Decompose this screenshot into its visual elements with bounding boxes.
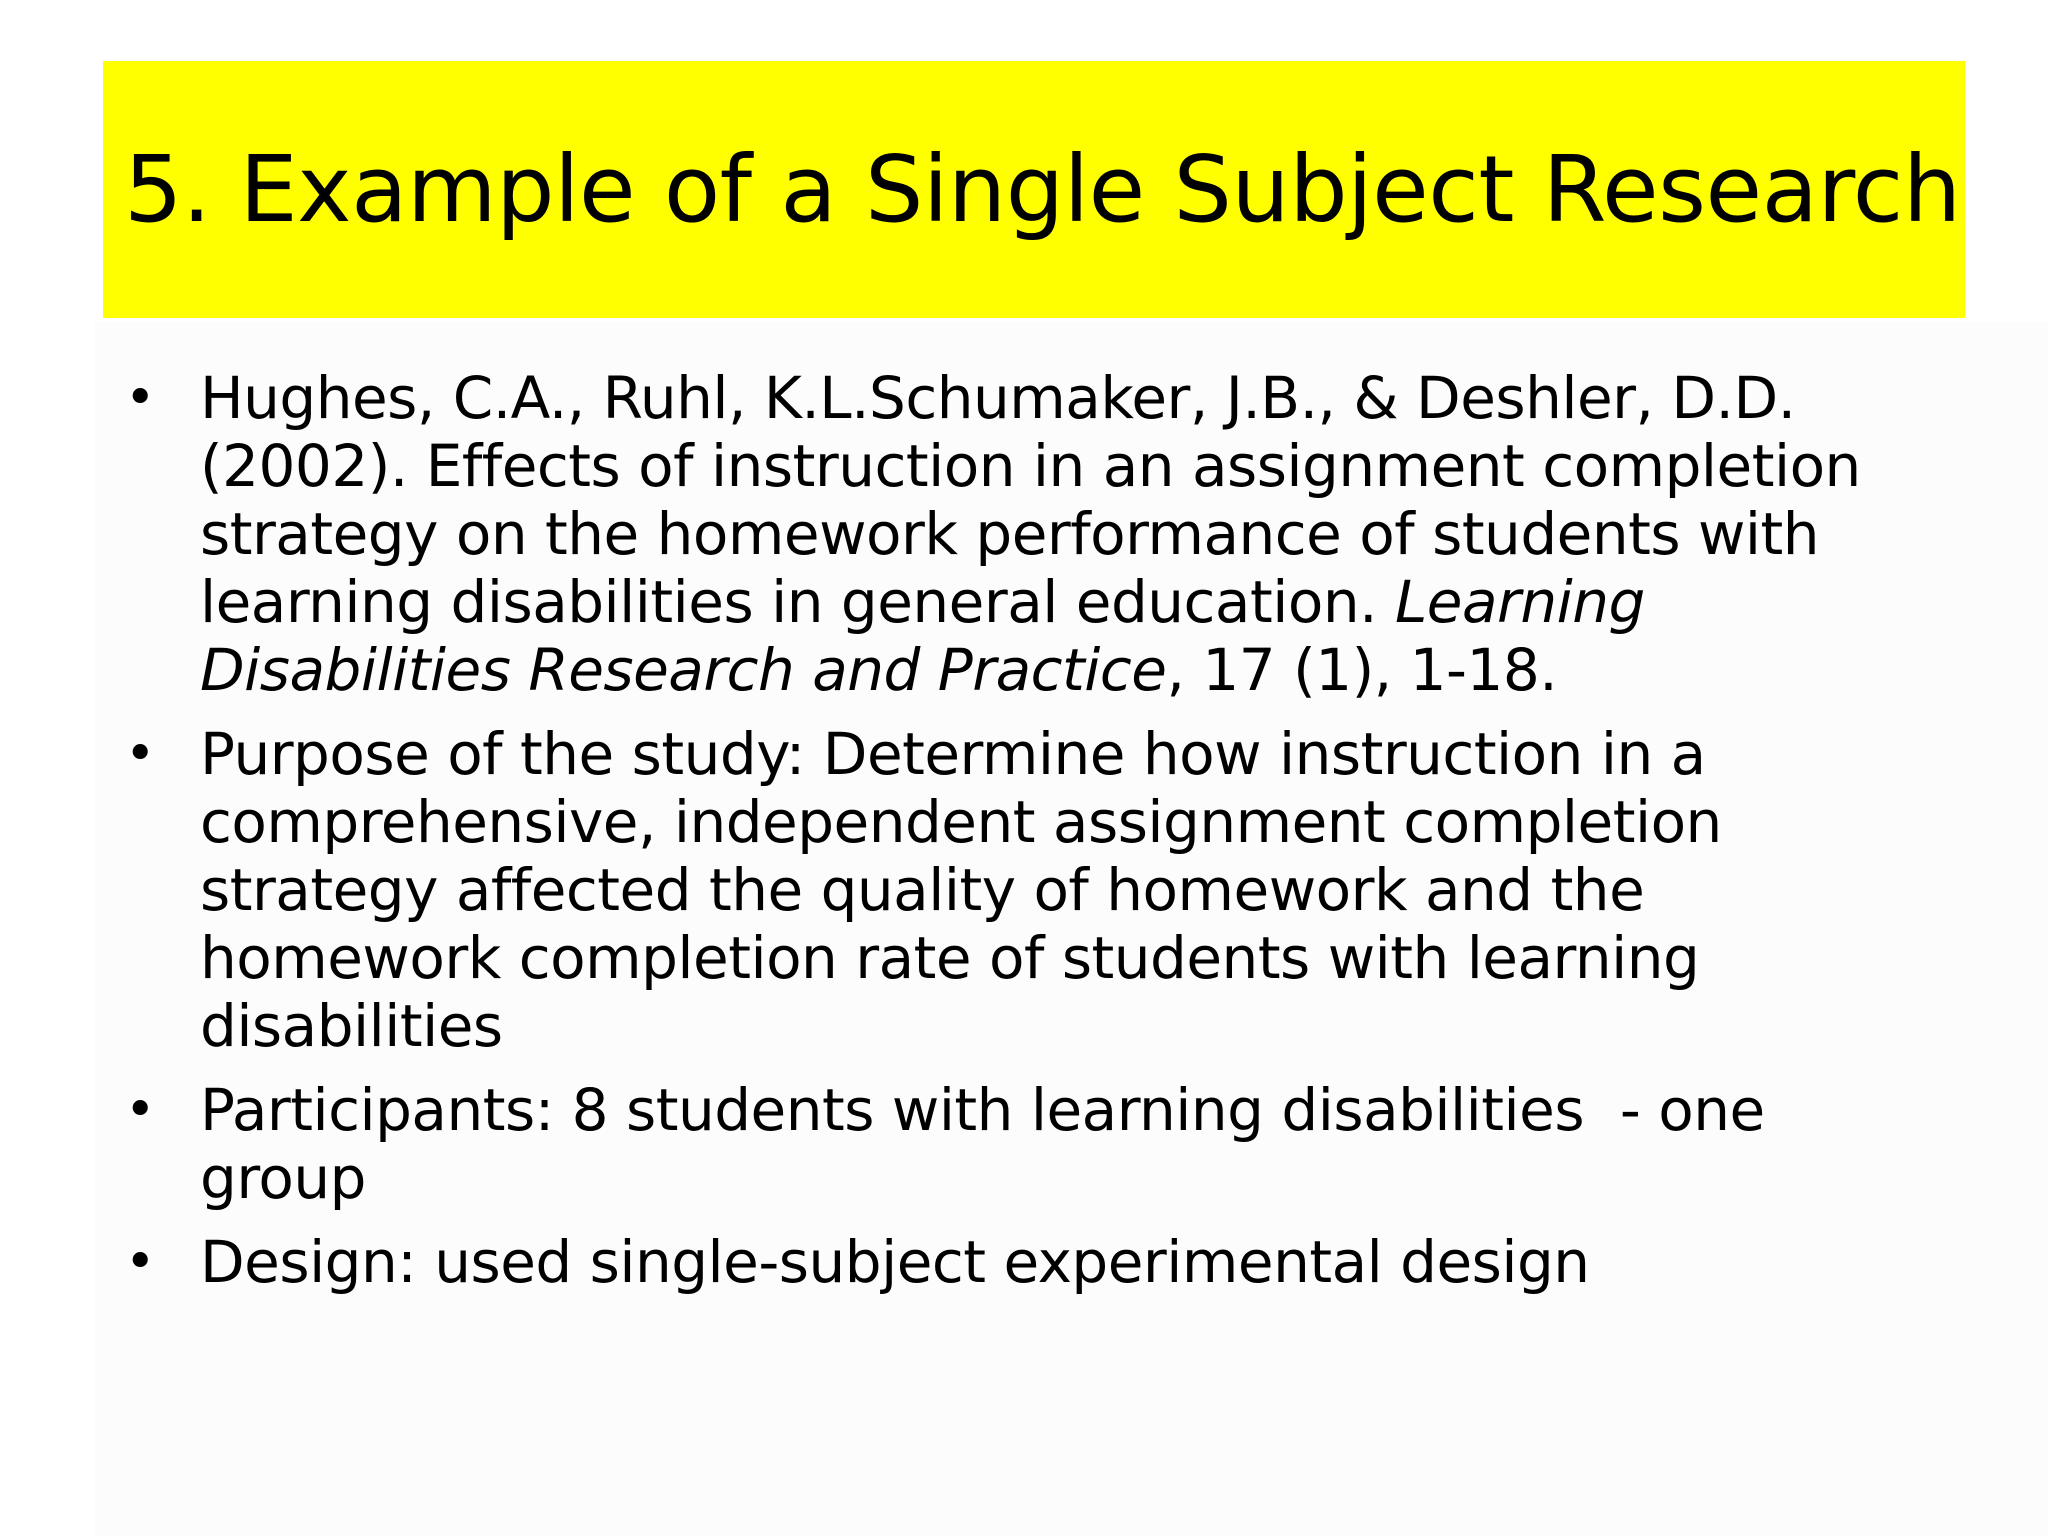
- purpose-line: comprehensive, independent assignment completion: [200, 788, 1722, 856]
- citation-line: strategy on the homework performance of students with: [200, 500, 1820, 568]
- citation-volume: , 17 (1), 1-18.: [1166, 636, 1558, 704]
- bullet-point: •: [124, 1232, 156, 1292]
- participants-line: Participants: 8 students with learning disabilities - one: [200, 1076, 1765, 1144]
- bullet-design: [120, 1228, 1970, 1296]
- citation-line: [200, 636, 1970, 704]
- design-line: Design: used single-subject experimental design: [200, 1228, 1590, 1296]
- citation-line: (2002). Effects of instruction in an assignment completion: [200, 432, 1861, 500]
- purpose-line: Purpose of the study: Determine how instruction in a: [200, 720, 1706, 788]
- bullet-participants: [120, 1076, 1970, 1212]
- bullet-point: •: [124, 368, 156, 428]
- slide-title: 5. Example of a Single Subject Research: [124, 136, 1961, 243]
- bullet-point: •: [124, 1080, 156, 1140]
- citation-text: learning disabilities in general education.: [200, 568, 1395, 636]
- bullet-point: •: [124, 724, 156, 784]
- citation-line: [200, 568, 1970, 636]
- purpose-line: disabilities: [200, 992, 503, 1060]
- purpose-line: homework completion rate of students with learning: [200, 924, 1700, 992]
- purpose-line: strategy affected the quality of homework and the: [200, 856, 1645, 924]
- bullet-list: [120, 364, 1970, 1312]
- journal-title: Disabilities Research and Practice: [200, 636, 1167, 704]
- bullet-purpose: [120, 720, 1970, 1060]
- journal-title: Learning: [1394, 568, 1645, 636]
- citation-line: Hughes, C.A., Ruhl, K.L.Schumaker, J.B., & Deshler, D.D.: [200, 364, 1796, 432]
- bullet-citation: [120, 364, 1970, 704]
- participants-line: group: [200, 1144, 366, 1212]
